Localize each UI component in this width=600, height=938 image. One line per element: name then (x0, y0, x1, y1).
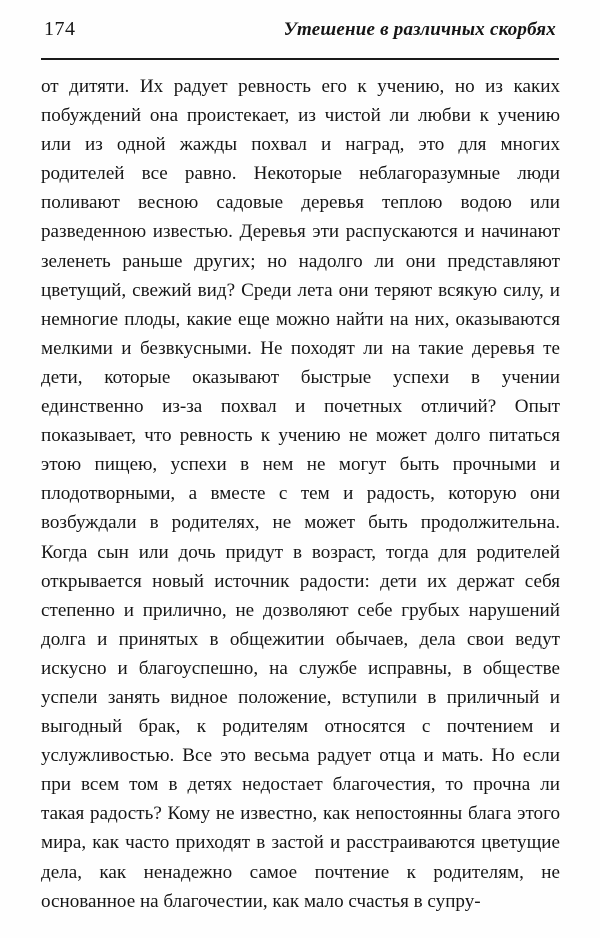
page-header (44, 18, 556, 48)
header-divider (41, 58, 559, 60)
body-paragraph: от дитяти. Их радует ревность его к учению, но из каких побуждений она проистекает, из чистой ли любви к учению или из одной жажды похвал и наград, это для многих родителей все равно. Некоторые неблагоразумные люди поливают весною садовые деревья теплою водою или разведенною известью. Деревья эти распускаются и начинают зеленеть раньше других; но надолго ли они представляют цветущий, свежий вид? Среди лета они теряют всякую силу, и немногие плоды, какие еще можно найти на них, оказываются мелкими и безвкусными. Не походят ли на такие деревья те дети, которые оказывают быстрые успехи в учении единственно из-за похвал и почетных отличий? Опыт показывает, что ревность к учению не может долго питаться этою пищею, успехи в нем не могут быть прочными и плодотворными, а вместе с тем и радость, которую они возбуждали в родителях, не может быть продолжительна. Когда сын или дочь придут в возраст, тогда для родителей открывается новый источник радости: дети их держат себя степенно и прилично, не дозволяют себе грубых нарушений долга и принятых в общежитии обычаев, дела свои ведут искусно и благоуспешно, на службе исправны, в обществе успели занять видное положение, вступили в приличный и выгодный брак, к родителям относятся с почтением и услужливостью. Все это весьма радует отца и мать. Но если при всем том в детях недостает благочестия, то прочна ли такая радость? Кому не известно, как непостоянны блага этого мира, как часто приходят в застой и расстраиваются цветущие дела, как ненадежно самое почтение к родителям, не основанное на благочестии, как мало счастья в супру- (41, 76, 560, 912)
page-body (41, 72, 560, 916)
page-number: 174 (44, 18, 76, 40)
running-title: Утешение в различных скорбях (283, 19, 556, 40)
